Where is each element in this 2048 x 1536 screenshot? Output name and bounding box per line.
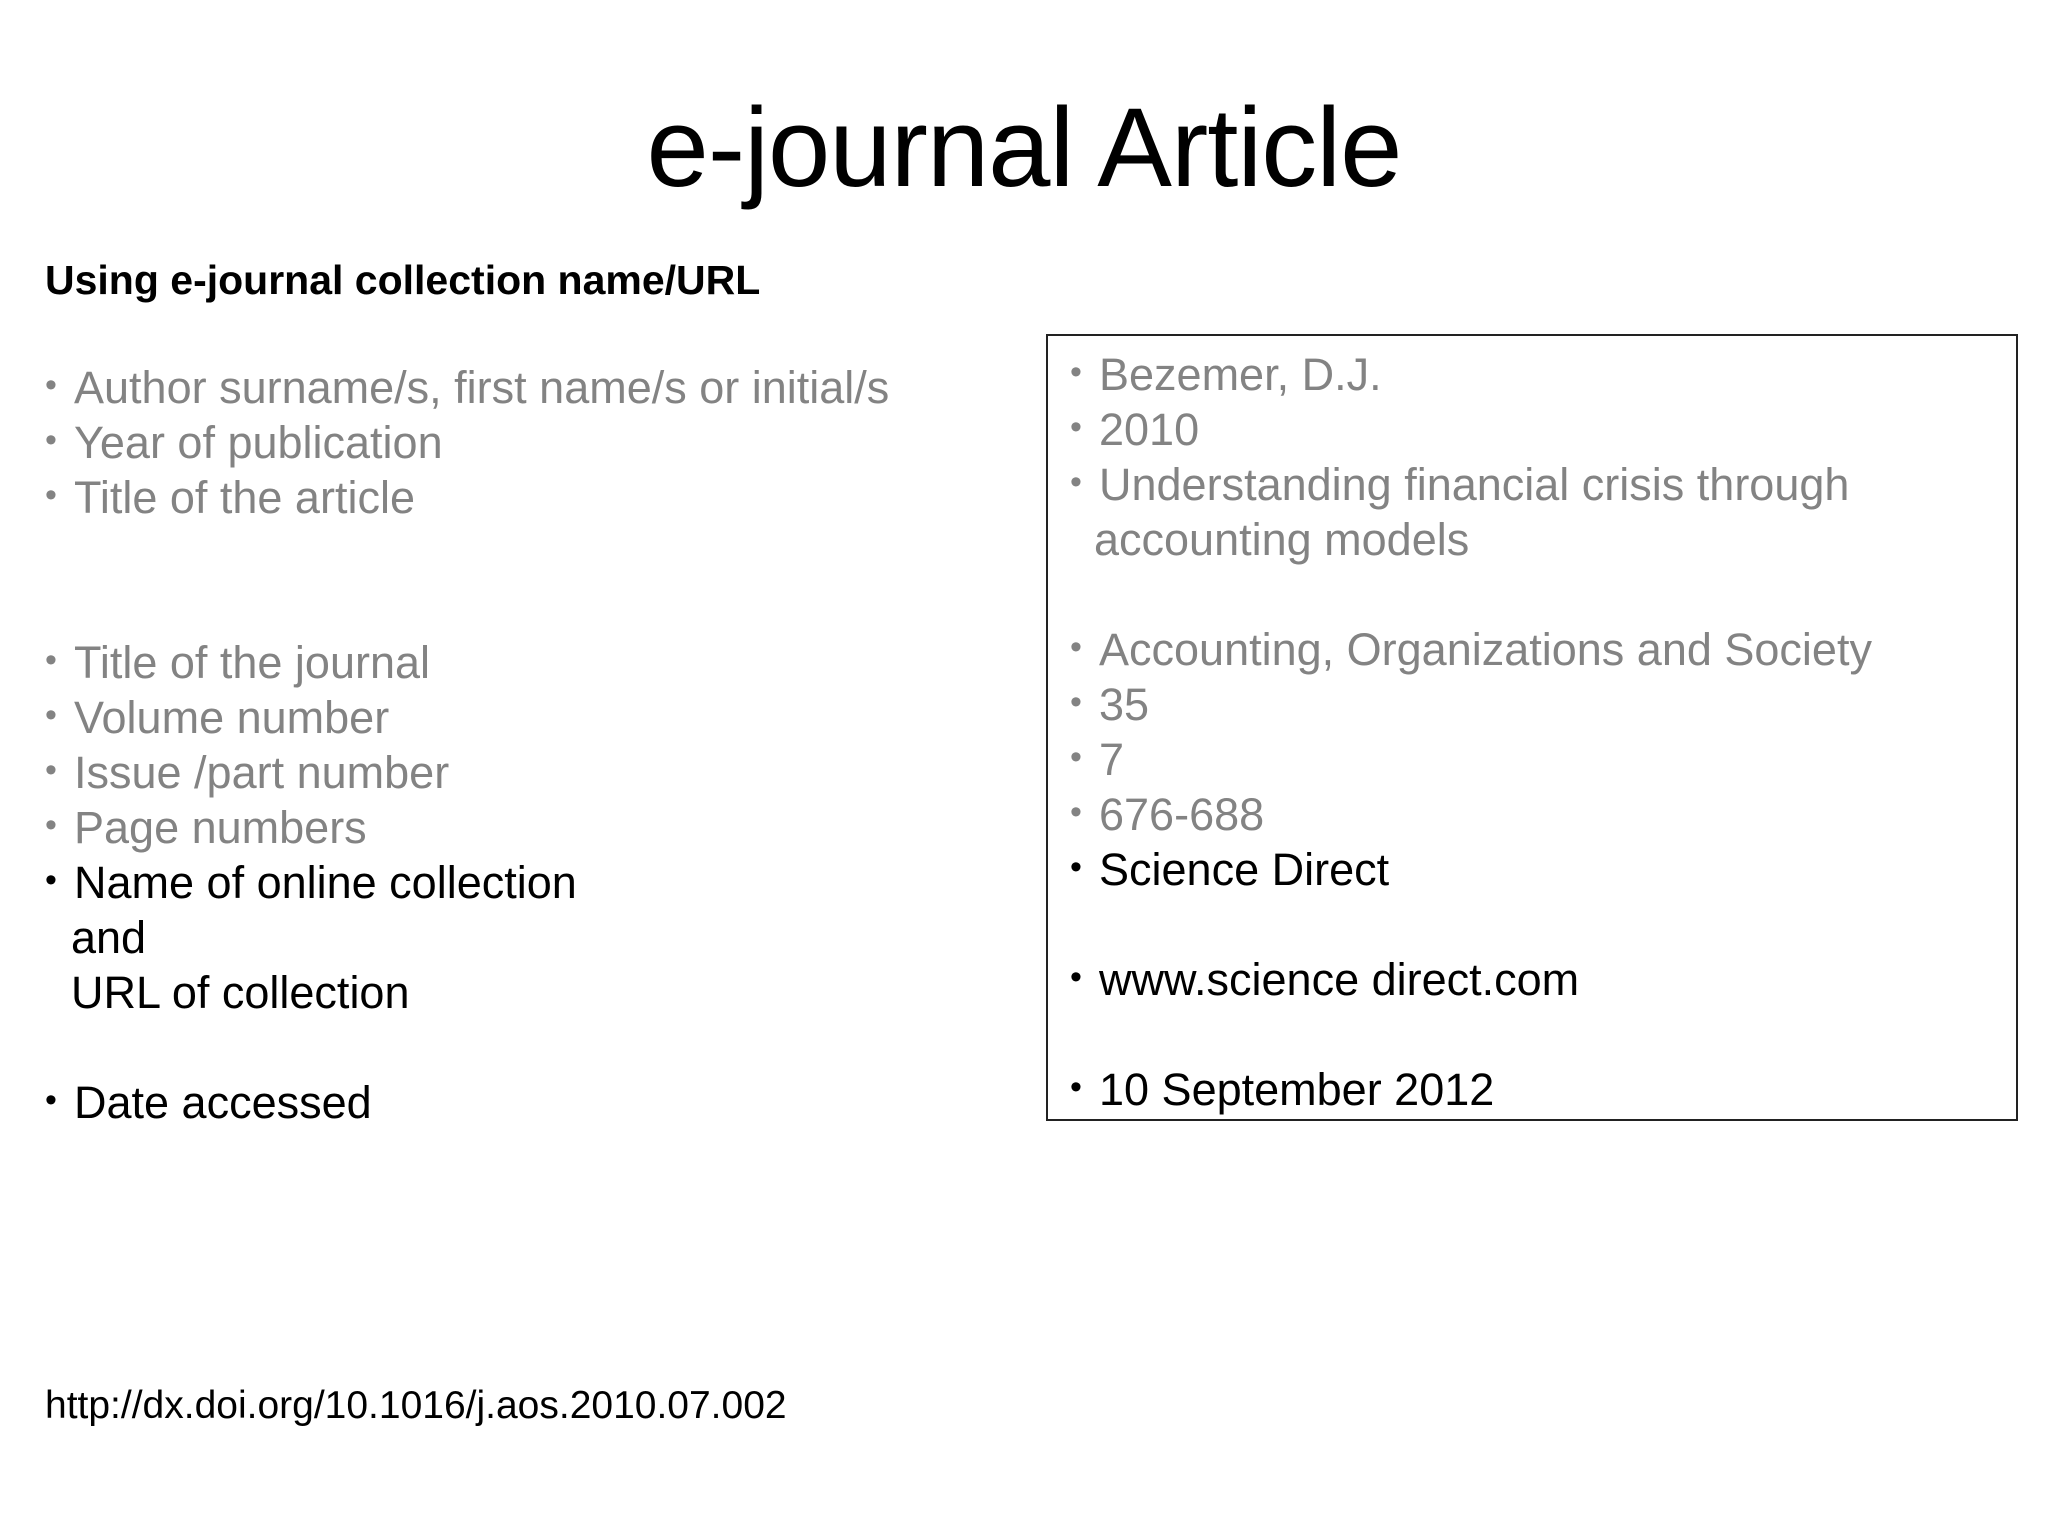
list-item-value: 676-688: [1099, 789, 1265, 840]
list-item: [1070, 457, 1849, 517]
list-item: [45, 635, 430, 695]
list-item-label: URL of collection: [71, 967, 410, 1018]
list-item-value: 7: [1099, 734, 1125, 785]
list-item: [1070, 402, 1199, 462]
list-item-continuation: [45, 965, 410, 1020]
bullet-icon: •: [1070, 683, 1082, 721]
list-item-value: Understanding financial crisis through: [1099, 459, 1850, 510]
bullet-icon: •: [1070, 958, 1082, 996]
doi-link[interactable]: http://dx.doi.org/10.1016/j.aos.2010.07.002: [45, 1384, 787, 1427]
list-item-value: Accounting, Organizations and Society: [1099, 624, 1872, 675]
list-item-label: and: [71, 912, 147, 963]
list-item-value: accounting models: [1094, 514, 1470, 565]
list-item: [45, 1075, 372, 1135]
list-item-value: Science Direct: [1099, 844, 1390, 895]
bullet-icon: •: [45, 751, 57, 789]
list-item: [45, 690, 389, 750]
bullet-icon: •: [45, 696, 57, 734]
list-item: [1070, 787, 1264, 847]
bullet-icon: •: [1070, 628, 1082, 666]
list-item-label: Date accessed: [74, 1077, 372, 1128]
bullet-icon: •: [45, 806, 57, 844]
list-item: [1070, 622, 1872, 682]
list-item-value: 35: [1099, 679, 1150, 730]
bullet-icon: •: [45, 366, 57, 404]
list-item-continuation: [45, 910, 146, 965]
list-item: [45, 470, 415, 530]
list-item: [45, 360, 889, 420]
list-item-value: Bezemer, D.J.: [1099, 349, 1382, 400]
bullet-icon: •: [1070, 463, 1082, 501]
list-item: [1070, 842, 1389, 902]
list-item-label: Page numbers: [74, 802, 367, 853]
list-item: [1070, 952, 1579, 1012]
list-item-label: Volume number: [74, 692, 390, 743]
list-item-label: Title of the article: [74, 472, 415, 523]
bullet-icon: •: [45, 641, 57, 679]
list-item-label: Issue /part number: [74, 747, 450, 798]
list-item: [1070, 732, 1124, 792]
list-item: [1070, 1062, 1494, 1122]
bullet-icon: •: [1070, 353, 1082, 391]
slide-title: e-journal Article: [646, 85, 1402, 210]
bullet-icon: •: [1070, 1068, 1082, 1106]
list-item-label: Title of the journal: [74, 637, 431, 688]
list-item-value: 2010: [1099, 404, 1200, 455]
bullet-icon: •: [1070, 848, 1082, 886]
list-item: [45, 415, 443, 475]
bullet-icon: •: [45, 1081, 57, 1119]
list-item: [1070, 347, 1382, 407]
list-item: [1070, 677, 1149, 737]
list-item: [45, 800, 367, 860]
bullet-icon: •: [1070, 408, 1082, 446]
list-item: [45, 745, 449, 805]
bullet-icon: •: [45, 476, 57, 514]
slide-subtitle: Using e-journal collection name/URL: [45, 257, 761, 303]
bullet-icon: •: [45, 861, 57, 899]
bullet-icon: •: [1070, 793, 1082, 831]
bullet-icon: •: [45, 421, 57, 459]
list-item-label: Year of publication: [74, 417, 443, 468]
list-item-value: 10 September 2012: [1099, 1064, 1495, 1115]
bullet-icon: •: [1070, 738, 1082, 776]
list-item-continuation: [1070, 512, 1469, 567]
list-item: [45, 855, 577, 915]
list-item-value: www.science direct.com: [1099, 954, 1580, 1005]
list-item-label: Name of online collection: [74, 857, 577, 908]
list-item-label: Author surname/s, first name/s or initial/s: [74, 362, 890, 413]
